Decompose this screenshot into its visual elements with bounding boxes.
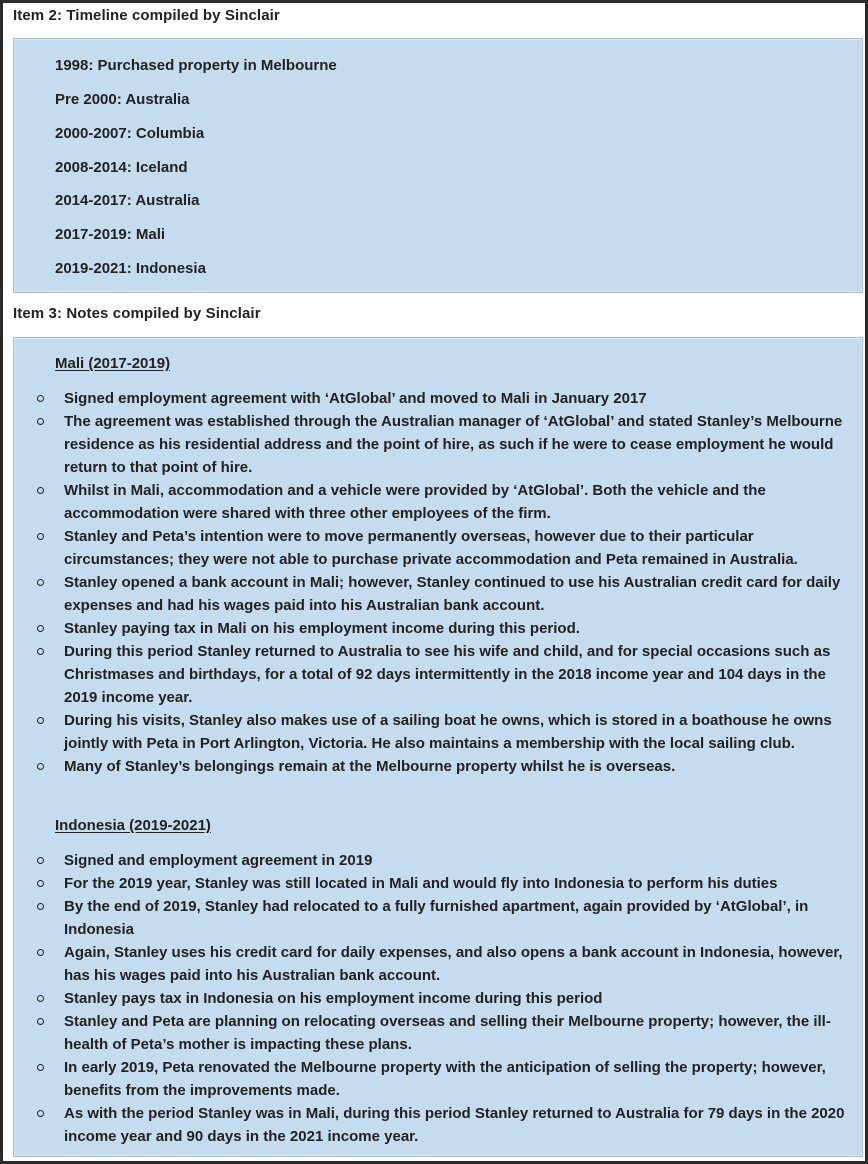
note-text: Signed and employment agreement in 2019: [64, 852, 373, 869]
bullet-icon: [37, 857, 44, 864]
note-text: For the 2019 year, Stanley was still located in Mali and would fly into Indonesia to perform his duties: [64, 875, 778, 892]
bullet-icon: [37, 418, 44, 425]
note-text: Stanley opened a bank account in Mali; however, Stanley continued to use his Australian credit card for daily expenses and had his wages paid into his Australian bank account.: [64, 574, 841, 614]
indonesia-notes-list: [14, 849, 859, 1148]
bullet-icon: [37, 1064, 44, 1071]
bullet-icon: [37, 487, 44, 494]
list-item: [14, 1010, 859, 1056]
note-text: In early 2019, Peta renovated the Melbourne property with the anticipation of selling the property; however, benefits from the improvements made.: [64, 1059, 826, 1099]
note-text: During his visits, Stanley also makes use of a sailing boat he owns, which is stored in a boathouse he owns jointly with Peta in Port Arlington, Victoria. He also maintains a membership with the local sailing club.: [64, 712, 832, 752]
bullet-icon: [37, 880, 44, 887]
note-text: Stanley and Peta are planning on relocating overseas and selling their Melbourne property; however, the ill-health of Peta’s mother is impacting these plans.: [64, 1013, 831, 1053]
timeline-entry: Pre 2000: Australia: [55, 91, 190, 108]
timeline-entry: 1998: Purchased property in Melbourne: [55, 57, 337, 74]
note-text: Stanley paying tax in Mali on his employment income during this period.: [64, 620, 580, 637]
timeline-entry: 2019-2021: Indonesia: [55, 260, 206, 277]
list-item: [14, 895, 859, 941]
note-text: As with the period Stanley was in Mali, during this period Stanley returned to Australia for 79 days in the 2020 income year and 90 days in the 2021 income year.: [64, 1105, 845, 1145]
note-text: Signed employment agreement with ‘AtGlobal’ and moved to Mali in January 2017: [64, 390, 647, 407]
bullet-icon: [37, 717, 44, 724]
list-item: [14, 1102, 859, 1148]
item3-heading: Item 3: Notes compiled by Sinclair: [13, 305, 261, 322]
note-text: During this period Stanley returned to Australia to see his wife and child, and for special occasions such as Christmases and birthdays, for a total of 92 days intermittently in the 2018 income year and 104 days in the 2019 income year.: [64, 643, 831, 706]
list-item: [14, 849, 859, 872]
note-text: Again, Stanley uses his credit card for daily expenses, and also opens a bank account in Indonesia, however, has his wages paid into his Australian bank account.: [64, 944, 843, 984]
list-item: [14, 1056, 859, 1102]
list-item: [14, 410, 859, 479]
bullet-icon: [37, 949, 44, 956]
document-page: [3, 3, 865, 1161]
indonesia-section-title: Indonesia (2019-2021): [55, 817, 211, 834]
note-text: Stanley pays tax in Indonesia on his employment income during this period: [64, 990, 603, 1007]
note-text: By the end of 2019, Stanley had relocated to a fully furnished apartment, again provided by ‘AtGlobal’, in Indonesia: [64, 898, 809, 938]
timeline-entry: 2014-2017: Australia: [55, 192, 200, 209]
list-item: [14, 941, 859, 987]
bullet-icon: [37, 1110, 44, 1117]
bullet-icon: [37, 533, 44, 540]
bullet-icon: [37, 763, 44, 770]
bullet-icon: [37, 995, 44, 1002]
notes-box: [13, 337, 863, 1157]
note-text: The agreement was established through the Australian manager of ‘AtGlobal’ and stated Stanley’s Melbourne residence as his residential address and the point of hire, as such if he were to cease employment he would return to that point of hire.: [64, 413, 843, 476]
note-text: Whilst in Mali, accommodation and a vehicle were provided by ‘AtGlobal’. Both the vehicle and the accommodation were shared with three other employees of the firm.: [64, 482, 766, 522]
list-item: [14, 571, 859, 617]
timeline-entry: 2017-2019: Mali: [55, 226, 166, 243]
list-item: [14, 525, 859, 571]
bullet-icon: [37, 648, 44, 655]
list-item: [14, 479, 859, 525]
note-text: Stanley and Peta’s intention were to move permanently overseas, however due to their particular circumstances; they were not able to purchase private accommodation and Peta remained in Australia.: [64, 528, 798, 568]
list-item: [14, 872, 859, 895]
note-text: Many of Stanley’s belongings remain at the Melbourne property whilst he is overseas.: [64, 758, 676, 775]
bullet-icon: [37, 579, 44, 586]
mali-section-title: Mali (2017-2019): [55, 355, 171, 372]
list-item: [14, 640, 859, 709]
list-item: [14, 387, 859, 410]
mali-notes-list: [14, 387, 859, 778]
bullet-icon: [37, 395, 44, 402]
list-item: [14, 987, 859, 1010]
timeline-box: [13, 38, 863, 293]
bullet-icon: [37, 625, 44, 632]
timeline-entry: 2000-2007: Columbia: [55, 125, 205, 142]
timeline-entry: 2008-2014: Iceland: [55, 159, 188, 176]
item2-heading: Item 2: Timeline compiled by Sinclair: [13, 7, 280, 24]
list-item: [14, 709, 859, 755]
bullet-icon: [37, 903, 44, 910]
list-item: [14, 755, 859, 778]
list-item: [14, 617, 859, 640]
bullet-icon: [37, 1018, 44, 1025]
